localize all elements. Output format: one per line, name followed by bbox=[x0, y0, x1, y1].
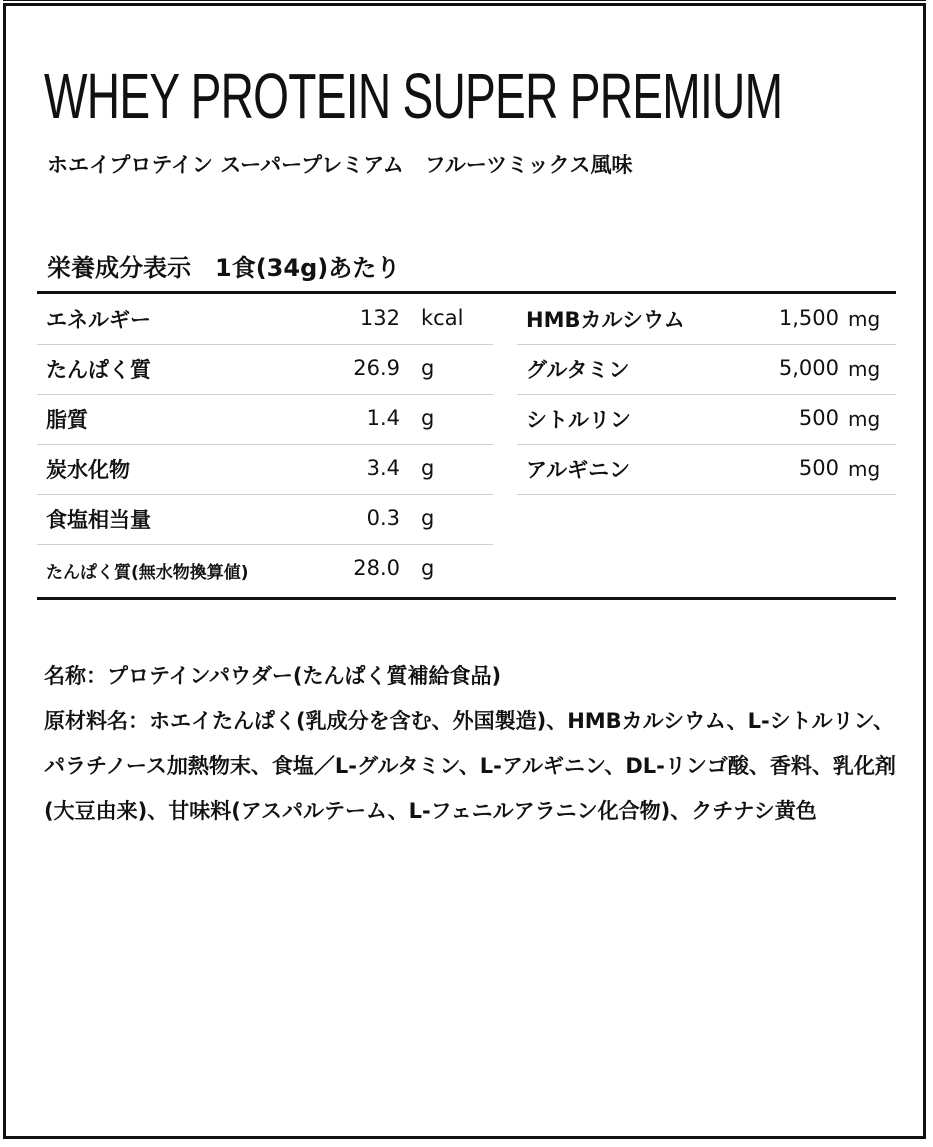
nutrient-value: 26.9 bbox=[353, 356, 400, 380]
nutrition-right-column bbox=[517, 295, 896, 495]
nutrient-unit: mg bbox=[848, 357, 881, 381]
nutrient-value: 500 bbox=[798, 406, 839, 430]
raw-materials-text: 原材料名：ホエイたんぱく(乳成分を含む、外国製造)、HMBカルシウム、L-シトルリン、パラチノース加熱物末、食塩／L-グルタミン、L-アルギニン、DL-リンゴ酸、香料、乳化剤(大豆由来)、甘味料(アスパルテーム、L-フェニルアラニン化合物)、クチナシ黄色 bbox=[44, 709, 896, 823]
nutrition-row-protein bbox=[37, 345, 493, 395]
nutrient-value: 28.0 bbox=[353, 556, 400, 580]
nutrient-value: 1.4 bbox=[366, 406, 400, 430]
nutrient-name: シトルリン bbox=[526, 408, 631, 432]
nutrient-unit: g bbox=[421, 556, 435, 580]
nutrient-name: たんぱく質(無水物換算値) bbox=[46, 563, 249, 583]
product-subtitle: ホエイプロテイン スーパープレミアム フルーツミックス風味 bbox=[47, 153, 633, 177]
nutrient-name: アルギニン bbox=[526, 458, 631, 482]
ingredients-block bbox=[44, 654, 904, 834]
nutrition-row-fat bbox=[37, 395, 493, 445]
nutrient-unit: mg bbox=[848, 307, 881, 331]
nutrient-value: 5,000 bbox=[778, 356, 839, 380]
product-title: WHEY PROTEIN SUPER PREMIUM bbox=[44, 60, 783, 132]
product-name-line: 名称：プロテインパウダー(たんぱく質補給食品) bbox=[44, 664, 502, 688]
top-border-line bbox=[3, 0, 926, 1]
nutrient-name: HMBカルシウム bbox=[526, 308, 685, 332]
nutrient-unit: kcal bbox=[421, 306, 464, 330]
nutrition-row-protein-anhydrous bbox=[37, 545, 493, 595]
nutrient-value: 1,500 bbox=[778, 306, 839, 330]
nutrition-bottom-rule bbox=[37, 597, 896, 600]
nutrient-unit: g bbox=[421, 506, 435, 530]
nutrient-name: グルタミン bbox=[526, 358, 630, 382]
nutrition-row-glutamine bbox=[517, 345, 896, 395]
nutrient-name: 脂質 bbox=[46, 408, 88, 432]
nutrient-unit: mg bbox=[848, 407, 881, 431]
nutrient-unit: g bbox=[421, 356, 435, 380]
nutrition-top-rule bbox=[37, 291, 896, 294]
nutrition-row-salt bbox=[37, 495, 493, 545]
nutrient-unit: mg bbox=[848, 457, 881, 481]
nutrition-row-citrulline bbox=[517, 395, 896, 445]
nutrition-left-column bbox=[37, 295, 493, 595]
nutrition-row-energy bbox=[37, 295, 493, 345]
nutrient-value: 132 bbox=[359, 306, 400, 330]
nutrient-unit: g bbox=[421, 406, 435, 430]
nutrition-row-carbohydrate bbox=[37, 445, 493, 495]
nutrient-value: 0.3 bbox=[366, 506, 400, 530]
nutrient-value: 500 bbox=[798, 456, 839, 480]
nutrition-row-hmb bbox=[517, 295, 896, 345]
nutrient-value: 3.4 bbox=[366, 456, 400, 480]
nutrition-heading: 栄養成分表示 1食(34g)あたり bbox=[47, 254, 401, 282]
nutrient-name: 食塩相当量 bbox=[46, 508, 151, 532]
nutrient-name: たんぱく質 bbox=[46, 358, 151, 382]
nutrient-unit: g bbox=[421, 456, 435, 480]
nutrient-name: エネルギー bbox=[46, 308, 151, 332]
nutrient-name: 炭水化物 bbox=[46, 458, 130, 482]
nutrition-row-arginine bbox=[517, 445, 896, 495]
